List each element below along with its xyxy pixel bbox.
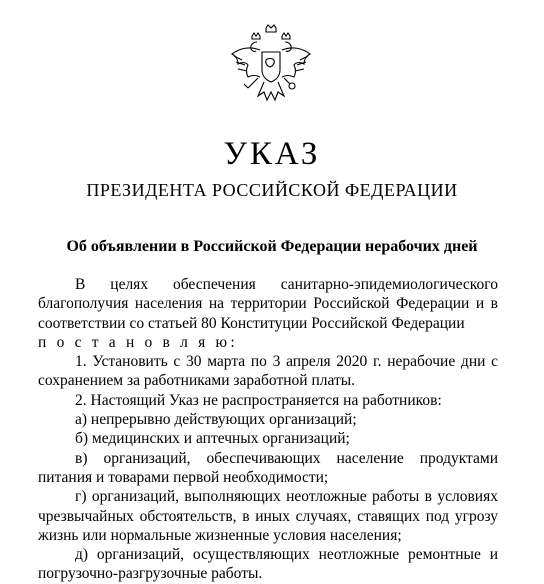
decree-title: УКАЗ — [223, 136, 321, 172]
clause-2: 2. Настоящий Указ не распространяется на работников: — [75, 391, 442, 409]
clause-2b: б) медицинских и аптечных организаций; — [75, 430, 350, 448]
clause-2g: г) организаций, выполняющих неотложные работы в условиях чрезвычайных обстоятельств, в иных случаях, ставящих под угрозу жизнь или нормальные жизненные условия населения; — [38, 488, 498, 544]
clause-1: 1. Установить с 30 марта по 3 апреля 2020 г. нерабочие дни с сохранением за работниками заработной платы. — [38, 353, 498, 390]
decree-heading: Об объявлении в Российской Федерации нерабочих дней — [66, 238, 478, 255]
preamble-paragraph: В целях обеспечения санитарно-эпидемиологического благополучия населения на территории Российской Федерации и в соответствии со статьей 80 Конституции Российской Федерации — [38, 276, 498, 332]
coat-of-arms-icon — [224, 22, 318, 122]
clause-2v: в) организаций, обеспечивающих население продуктами питания и товарами первой необходимости; — [38, 449, 498, 486]
clause-2a: а) непрерывно действующих организаций; — [75, 411, 357, 429]
decree-body — [38, 275, 498, 584]
decree-subtitle: ПРЕЗИДЕНТА РОССИЙСКОЙ ФЕДЕРАЦИИ — [86, 180, 458, 200]
clause-2d: д) организаций, осуществляющих неотложные ремонтные и погрузочно-разгрузочные работы. — [38, 546, 498, 583]
decree-word: п о с т а н о в л я ю: — [38, 333, 238, 351]
